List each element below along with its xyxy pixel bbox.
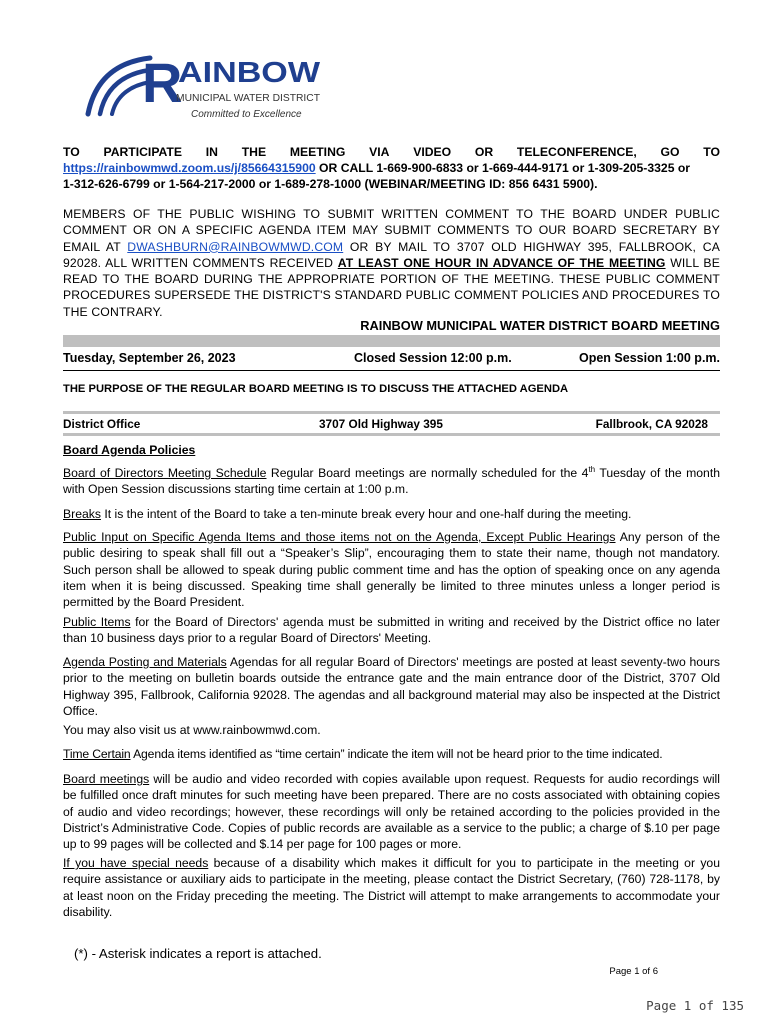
logo-letter-r: R	[142, 51, 183, 114]
participation-line-3: 1-312-626-6799 or 1-564-217-2000 or 1-689-278-1000 (WEBINAR/MEETING ID: 856 6431 5900).	[63, 177, 598, 191]
logo-subtitle: MUNICIPAL WATER DISTRICT	[176, 93, 320, 104]
intro-word: VIDEO	[413, 145, 452, 159]
location-band	[63, 411, 720, 414]
intro-word: VIA	[369, 145, 390, 159]
intro-word: TO	[63, 145, 80, 159]
intro-word: GO	[660, 145, 680, 159]
district-logo	[80, 50, 340, 130]
deadline-emphasis: AT LEAST ONE HOUR IN ADVANCE OF THE MEETING	[337, 255, 666, 270]
policy-public-input: Public Input on Specific Agenda Items and those items not on the Agenda, Except Public Hearings Any person of the public desiring to speak shall fill out a “Speaker’s Slip”, encouraging them to state their name, though not mandatory. Such person shall be allowed to speak during public comment time and has the option of speaking once on any agenda item when it is being discussed. Speaking time shall generally be limited to three minutes unless a longer period is permitted by the Board President.	[63, 530, 720, 610]
meeting-purpose: THE PURPOSE OF THE REGULAR BOARD MEETING IS TO DISCUSS THE ATTACHED AGENDA	[63, 383, 569, 395]
policy-breaks: Breaks It is the intent of the Board to take a ten-minute break every hour and one-half during the meeting.	[63, 507, 632, 521]
intro-word: MEETING	[289, 145, 346, 159]
intro-word: IN	[205, 145, 218, 159]
location-city: Fallbrook, CA 92028	[595, 417, 708, 431]
policy-title: Agenda Posting and Materials	[63, 655, 227, 669]
location-address: 3707 Old Highway 395	[319, 417, 443, 431]
meeting-time-row	[63, 351, 720, 369]
water-arcs-icon	[88, 58, 150, 114]
policy-title: Board meetings	[63, 772, 150, 786]
location-label: District Office	[63, 417, 141, 431]
intro-word: PARTICIPATE	[103, 145, 183, 159]
policy-title: If you have special needs	[63, 856, 209, 870]
policy-public-items: Public Items for the Board of Directors' agenda must be submitted in writing and received by the District office no later than 10 business days prior to a regular Board of Directors' Meeting.	[63, 615, 720, 646]
meeting-title: RAINBOW MUNICIPAL WATER DISTRICT BOARD MEETING	[360, 318, 720, 333]
phone-numbers: OR CALL 1-669-900-6833 or 1-669-444-9171 or 1-309-205-3325 or	[315, 161, 691, 175]
public-comment-notice: MEMBERS OF THE PUBLIC WISHING TO SUBMIT WRITTEN COMMENT TO THE BOARD UNDER PUBLIC COMMENT OR ON A SPECIFIC AGENDA ITEM MAY SUBMIT COMMENTS TO OUR BOARD SECRETARY BY EMAIL AT DWASHBURN@RAINBOWMWD.COM OR BY MAIL TO 3707 OLD HIGHWAY 395, FALLBROOK, CA 92028. ALL WRITTEN COMMENTS RECEIVED AT LEAST ONE HOUR IN ADVANCE OF THE MEETING WILL BE READ TO THE BOARD DURING THE APPROPRIATE PORTION OF THE MEETING. THESE PUBLIC COMMENT PROCEDURES SUPERSEDE THE DISTRICT'S STANDARD PUBLIC COMMENT POLICIES AND PROCEDURES TO THE CONTRARY.	[63, 207, 720, 319]
policies-heading: Board Agenda Policies	[63, 443, 196, 457]
open-session-time: Open Session 1:00 p.m.	[578, 351, 720, 365]
policy-title: Breaks	[63, 507, 101, 521]
location-band-bottom	[63, 433, 720, 436]
policy-title: Time Certain	[63, 747, 131, 761]
participation-line-1	[63, 145, 720, 159]
policy-title: Public Items	[63, 615, 131, 629]
intro-word: TO	[703, 145, 720, 159]
policy-agenda-posting: Agenda Posting and Materials Agendas for all regular Board of Directors' meetings are posted at least seventy-two hours prior to the meeting on bulletin boards outside the entrance gate and the main entrance door of the District, 3707 Old Highway 395, Fallbrook, California 92028. The agendas and all background material may also be inspected at the District Office.	[63, 655, 721, 718]
divider	[63, 370, 720, 371]
pdf-page-number: Page 1 of 135	[646, 998, 744, 1013]
zoom-link[interactable]: https://rainbowmwd.zoom.us/j/85664315900	[63, 161, 316, 175]
email-link[interactable]: DWASHBURN@RAINBOWMWD.COM	[127, 239, 344, 254]
closed-session-time: Closed Session 12:00 p.m.	[354, 351, 512, 365]
policy-schedule: Board of Directors Meeting Schedule Regular Board meetings are normally scheduled for the 4th Tuesday of the month with Open Session discussions starting time certain at 1:00 p.m.	[63, 464, 720, 497]
intro-word: TELECONFERENCE,	[516, 145, 637, 159]
title-band	[63, 335, 720, 347]
logo-wordmark: AINBOW	[178, 57, 321, 89]
meeting-date: Tuesday, September 26, 2023	[63, 351, 236, 365]
intro-word: THE	[241, 145, 267, 159]
policy-special-needs: If you have special needs because of a disability which makes it difficult for you to participate in the meeting or you require assistance or auxiliary aids to participate in the meeting, please contact the District Secretary, (760) 728-1178, by at least noon on the Friday preceding the meeting. The District will attempt to make arrangements to accommodate your disability.	[63, 856, 720, 919]
policy-title: Board of Directors Meeting Schedule	[63, 466, 267, 480]
website-line: You may also visit us at www.rainbowmwd.com.	[63, 723, 321, 737]
policy-time-certain: Time Certain Agenda items identified as “time certain” indicate the item will not be heard prior to the time indicated.	[63, 747, 663, 761]
document-page-number: Page 1 of 6	[609, 966, 658, 977]
intro-word: OR	[474, 145, 494, 159]
participation-line-2	[63, 161, 743, 175]
asterisk-note: (*) - Asterisk indicates a report is attached.	[74, 946, 322, 961]
policy-board-meetings: Board meetings will be audio and video recorded with copies available upon request. Requests for audio recordings will be fulfilled once draft minutes for such meeting have been prepared. There are no costs associated with obtaining copies of audio and video recordings; however, these recordings will only be retained according to the policies provided in the District’s Administrative Code. Copies of public records are available as a service to the public; a charge of $.10 per page up to 99 pages will be collected and $.14 per page for 100 pages or more.	[63, 772, 720, 852]
policy-title: Public Input on Specific Agenda Items and those items not on the Agenda, Except Public Hearings	[63, 530, 616, 544]
logo-tagline: Committed to Excellence	[191, 109, 302, 120]
location-row	[63, 417, 720, 433]
